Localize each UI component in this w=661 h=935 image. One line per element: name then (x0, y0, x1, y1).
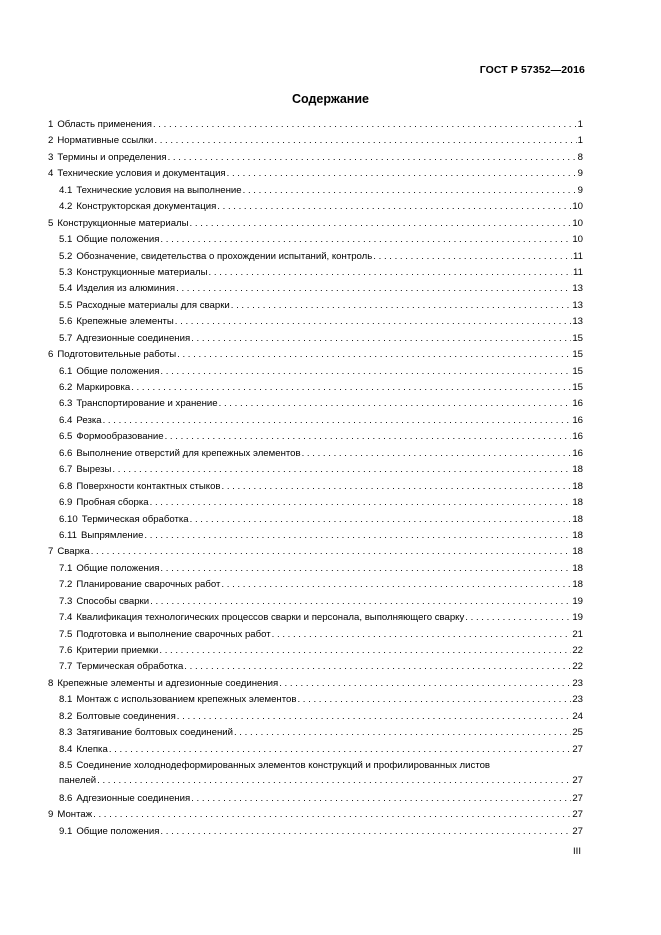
toc-entry-page: 16 (572, 414, 583, 426)
toc-entry-label: Сварка (57, 546, 90, 558)
toc-entry-number: 5.4 (59, 283, 73, 295)
toc-entry[interactable] (48, 760, 583, 793)
dot-leader (160, 563, 571, 575)
toc-entry-number: 6.3 (59, 398, 73, 410)
toc-entry-label: Адгезионные соединения (76, 332, 191, 344)
toc-entry-label: Общие положения (76, 825, 160, 837)
toc-entry-page: 1 (577, 135, 583, 147)
dot-leader (109, 744, 572, 756)
toc-entry-number: 6.7 (59, 464, 73, 476)
dot-leader (168, 152, 577, 164)
toc-entry-label: Область применения (57, 119, 152, 130)
toc-subsection[interactable] (48, 514, 583, 530)
dot-leader (221, 579, 571, 591)
toc-entry-label: Общие положения (76, 562, 160, 574)
toc-entry-page: 18 (572, 546, 583, 558)
toc-entry-label: Нормативные ссылки (57, 135, 154, 147)
toc-entry-label: Формообразование (76, 431, 164, 443)
toc-entry-label: Конструкторская документация (76, 201, 217, 213)
toc-entry-page: 16 (572, 447, 583, 459)
toc-entry-label: Транспортирование и хранение (76, 398, 218, 410)
toc-entry-number: 6 (48, 349, 54, 361)
toc-entry-number: 8.1 (59, 694, 73, 706)
toc-entry-number: 6.11 (59, 529, 77, 541)
toc-entry-number: 9.1 (59, 825, 73, 837)
toc-entry-page: 9 (577, 184, 583, 196)
dot-leader (160, 366, 571, 378)
toc-entry-page: 18 (572, 464, 583, 476)
toc-entry-page: 18 (572, 480, 583, 492)
toc-entry-label: Поверхности контактных стыков (76, 480, 221, 492)
toc-section[interactable] (48, 135, 583, 151)
dot-leader (227, 168, 577, 180)
toc-entry-number: 6.10 (59, 513, 78, 525)
toc-section[interactable] (48, 152, 583, 168)
dot-leader (159, 645, 571, 657)
toc-subsection[interactable] (48, 316, 583, 332)
page-number: III (573, 846, 581, 857)
dot-leader (112, 464, 571, 476)
toc-entry-page: 15 (572, 349, 583, 361)
dot-leader (190, 514, 572, 526)
toc-subsection[interactable] (48, 497, 583, 513)
toc-entry-page: 9 (577, 168, 583, 180)
toc-entry-label: Квалификация технологических процессов сварки и персонала, выполняющего сварку (76, 612, 465, 624)
toc-entry-page: 11 (573, 250, 583, 262)
toc-entry-number: 6.5 (59, 431, 73, 443)
toc-subsection[interactable] (48, 267, 583, 283)
toc-subsection[interactable] (48, 431, 583, 447)
dot-leader (191, 333, 571, 345)
toc-subsection[interactable] (48, 398, 583, 414)
toc-entry-number: 4.1 (59, 184, 73, 196)
toc-entry-label: Обозначение, свидетельства о прохождении испытаний, контроль (76, 250, 373, 262)
toc-entry-label: Планирование сварочных работ (76, 579, 221, 591)
toc-entry-number: 5.3 (59, 266, 73, 278)
toc-entry-label: Адгезионные соединения (76, 792, 191, 804)
toc-entry-number: 4 (48, 168, 54, 180)
toc-entry-number: 9 (48, 809, 54, 821)
toc-entry-label: Крепежные элементы (76, 316, 174, 328)
page-title: Содержание (291, 92, 369, 106)
toc-subsection[interactable] (48, 579, 583, 595)
toc-entry-page: 13 (572, 283, 583, 295)
toc-entry-label: Технические условия на выполнение (76, 184, 242, 196)
toc-entry-number: 8.4 (59, 743, 73, 755)
dot-leader (93, 809, 571, 821)
toc-entry-number: 6.8 (59, 480, 73, 492)
toc-entry-label: Затягивание болтовых соединений (76, 727, 233, 739)
toc-entry-number: 1 (48, 119, 54, 130)
toc-entry-page: 11 (573, 266, 583, 278)
toc-subsection[interactable] (48, 366, 583, 382)
toc-entry-label: Выпрямление (80, 529, 144, 541)
dot-leader (160, 234, 571, 246)
dot-leader (297, 694, 571, 706)
toc-entry-number: 7 (48, 546, 54, 558)
toc-subsection[interactable] (48, 448, 583, 464)
toc-entry-page: 27 (572, 775, 583, 787)
toc-entry-label: Технические условия и документация (57, 168, 226, 180)
dot-leader (234, 727, 571, 739)
toc-entry-number: 2 (48, 135, 54, 147)
toc-subsection[interactable] (48, 645, 583, 661)
toc-subsection[interactable] (48, 793, 583, 809)
toc-subsection[interactable] (48, 826, 583, 842)
toc-entry-number: 8.6 (59, 792, 73, 804)
toc-entry-page: 21 (572, 628, 583, 640)
dot-leader (373, 251, 572, 263)
toc-entry-page: 18 (572, 497, 583, 509)
dot-leader (219, 398, 572, 410)
toc-entry-label: Конструкционные материалы (76, 266, 208, 278)
dot-leader (131, 382, 571, 394)
toc-subsection[interactable] (48, 629, 583, 645)
dot-leader (222, 481, 572, 493)
toc-entry-page: 10 (572, 217, 583, 229)
dot-leader (153, 119, 577, 131)
dot-leader (231, 300, 572, 312)
toc-entry-page: 18 (572, 562, 583, 574)
toc-entry-number: 6.1 (59, 365, 73, 377)
dot-leader (150, 497, 572, 509)
toc-entry-page: 27 (572, 809, 583, 821)
toc-entry-label: Подготовка и выполнение сварочных работ (76, 628, 271, 640)
toc-entry-number: 7.2 (59, 579, 73, 591)
toc-entry-page: 27 (572, 743, 583, 755)
dot-leader (465, 612, 571, 624)
toc-entry-label: Подготовительные работы (57, 349, 177, 361)
toc-entry-label: Способы сварки (76, 595, 150, 607)
dot-leader (272, 629, 572, 641)
toc-entry-number: 6.6 (59, 447, 73, 459)
toc-entry-number: 4.2 (59, 201, 73, 213)
toc-entry-label: Изделия из алюминия (76, 283, 176, 295)
toc-subsection[interactable] (48, 711, 583, 727)
toc-entry-number: 7.5 (59, 628, 73, 640)
dot-leader (176, 283, 571, 295)
toc-section[interactable] (48, 349, 583, 365)
toc-subsection[interactable] (48, 283, 583, 299)
toc-entry-page: 22 (572, 645, 583, 656)
toc-entry-page: 27 (572, 792, 583, 804)
toc-subsection[interactable] (48, 727, 583, 743)
dot-leader (154, 135, 576, 147)
toc-entry-label: Монтаж (57, 809, 93, 821)
toc-subsection[interactable] (48, 744, 583, 760)
toc-entry-label: Общие положения (76, 365, 160, 377)
toc-entry-label: Монтаж с использованием крепежных элементов (76, 694, 297, 706)
toc-subsection[interactable] (48, 464, 583, 480)
toc-entry-page: 19 (572, 612, 583, 624)
toc-entry-page: 13 (572, 299, 583, 311)
toc-entry-page: 1 (577, 119, 583, 130)
toc-entry-page: 22 (572, 661, 583, 673)
toc-entry-number: 7.1 (59, 562, 73, 574)
toc-entry-page: 18 (572, 513, 583, 525)
dot-leader (97, 775, 571, 787)
toc-section[interactable] (48, 678, 583, 694)
toc-subsection[interactable] (48, 333, 583, 349)
document-code: ГОСТ Р 57352—2016 (479, 64, 585, 76)
toc-entry-label: Расходные материалы для сварки (76, 299, 230, 311)
toc-entry-number: 8.5 (59, 760, 73, 772)
dot-leader (160, 826, 571, 838)
toc-entry-label: Термины и определения (57, 151, 167, 163)
toc-entry-label: Термическая обработка (81, 513, 189, 525)
dot-leader (191, 793, 571, 805)
toc-entry-number: 5.7 (59, 332, 73, 344)
toc-entry-number: 6.4 (59, 414, 73, 426)
dot-leader (175, 316, 572, 328)
dot-leader (184, 661, 571, 673)
dot-leader (91, 546, 572, 558)
toc-subsection[interactable] (48, 612, 583, 628)
toc-section[interactable] (48, 546, 583, 562)
dot-leader (177, 349, 571, 361)
dot-leader (217, 201, 571, 213)
toc-subsection[interactable] (48, 563, 583, 579)
toc-subsection[interactable] (48, 530, 583, 546)
toc-entry-page: 15 (572, 365, 583, 377)
dot-leader (103, 415, 572, 427)
toc-entry-label: Пробная сборка (76, 497, 149, 509)
dot-leader (190, 218, 572, 230)
toc-entry-label: Маркировка (76, 382, 131, 393)
toc-entry-label: Соединение холоднодеформированных элементов конструкций и профилированных листов (76, 760, 491, 772)
toc-entry-number: 7.4 (59, 612, 73, 624)
dot-leader (302, 448, 572, 460)
toc-subsection[interactable] (48, 234, 583, 250)
toc-entry-page: 16 (572, 431, 583, 443)
toc-entry-label: Критерии приемки (76, 645, 159, 656)
toc-entry-number: 7.7 (59, 661, 73, 673)
toc-section[interactable] (48, 119, 583, 135)
toc-entry-page: 15 (572, 382, 583, 393)
toc-subsection[interactable] (48, 694, 583, 710)
toc-entry-page: 16 (572, 398, 583, 410)
toc-entry-number: 5.1 (59, 234, 73, 246)
toc-entry-label: Термическая обработка (76, 661, 184, 673)
toc-entry-number: 8.3 (59, 727, 73, 739)
toc-entry-label: Выполнение отверстий для крепежных элементов (76, 447, 301, 459)
toc-entry-number: 6.2 (59, 382, 73, 393)
dot-leader (177, 711, 572, 723)
toc-entry-number: 7.6 (59, 645, 73, 656)
toc-entry-page: 10 (572, 234, 583, 246)
toc-entry-page: 19 (572, 595, 583, 607)
toc-entry-page: 10 (572, 201, 583, 213)
dot-leader (243, 185, 577, 197)
toc-subsection[interactable] (48, 382, 583, 398)
toc-entry-label: Болтовые соединения (76, 710, 176, 722)
toc-subsection[interactable] (48, 201, 583, 217)
toc-entry-number: 5.2 (59, 250, 73, 262)
toc-entry-number: 3 (48, 151, 54, 163)
dot-leader (150, 596, 571, 608)
toc-subsection[interactable] (48, 481, 583, 497)
toc-entry-number: 5.6 (59, 316, 73, 328)
toc-entry-label: Клепка (76, 743, 108, 755)
toc-section[interactable] (48, 809, 583, 825)
toc-subsection[interactable] (48, 661, 583, 677)
toc-entry-label: Общие положения (76, 234, 160, 246)
toc-entry-page: 25 (572, 727, 583, 739)
toc-entry-number: 8 (48, 677, 54, 689)
toc-section[interactable] (48, 218, 583, 234)
table-of-contents (48, 119, 583, 842)
toc-subsection[interactable] (48, 415, 583, 431)
toc-entry-page: 24 (572, 710, 583, 722)
toc-subsection[interactable] (48, 596, 583, 612)
toc-entry-label-continued: панелей (59, 775, 97, 787)
toc-entry-label: Крепежные элементы и адгезионные соединения (57, 677, 279, 689)
toc-subsection[interactable] (48, 300, 583, 316)
toc-entry-number: 5 (48, 217, 54, 229)
toc-subsection[interactable] (48, 251, 583, 267)
toc-entry-number: 5.5 (59, 299, 73, 311)
toc-entry-number: 7.3 (59, 595, 73, 607)
toc-entry-page: 27 (572, 825, 583, 837)
toc-subsection[interactable] (48, 185, 583, 201)
toc-entry-page: 23 (572, 677, 583, 689)
toc-entry-page: 13 (572, 316, 583, 328)
toc-entry-page: 15 (572, 332, 583, 344)
dot-leader (165, 431, 572, 443)
toc-section[interactable] (48, 168, 583, 184)
toc-entry-page: 18 (572, 579, 583, 591)
toc-entry-label: Вырезы (76, 464, 112, 476)
toc-entry-page: 23 (572, 694, 583, 706)
toc-entry-number: 8.2 (59, 710, 73, 722)
toc-entry-page: 18 (572, 529, 583, 541)
dot-leader (144, 530, 571, 542)
toc-entry-label: Конструкционные материалы (57, 217, 189, 229)
toc-entry-page: 8 (577, 151, 583, 163)
dot-leader (279, 678, 571, 690)
toc-entry-label: Резка (76, 414, 102, 426)
toc-entry-number: 6.9 (59, 497, 73, 509)
dot-leader (209, 267, 573, 279)
